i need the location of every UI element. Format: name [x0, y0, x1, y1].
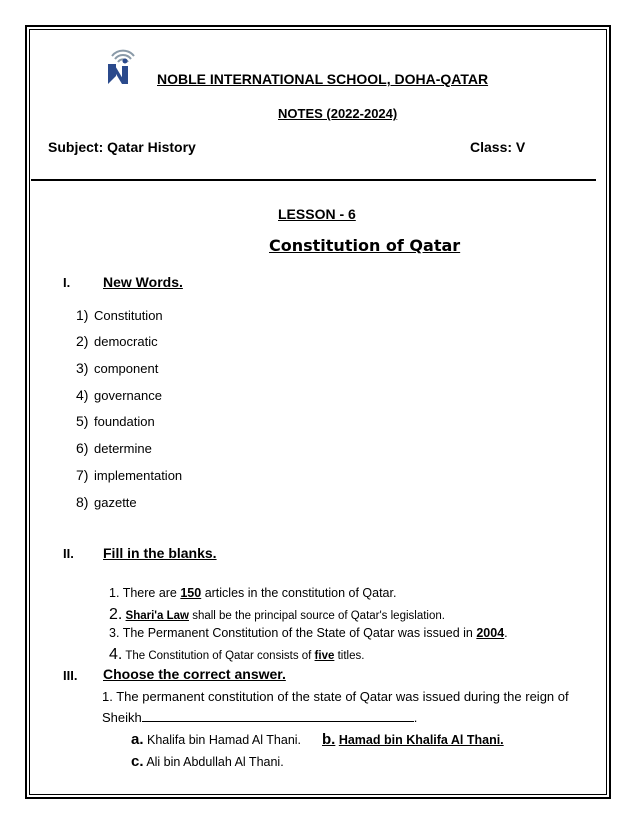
question-text: The permanent constitution of the state of Qatar was issued during the reign of Sheikh: [102, 689, 569, 725]
mcq-question: [102, 686, 602, 728]
word-item: [76, 413, 155, 429]
section-2-title: Fill in the blanks.: [103, 545, 217, 561]
blank-item: [109, 626, 508, 640]
school-logo-icon: [104, 44, 138, 86]
word-number: 4): [76, 387, 89, 403]
section-3-title: Choose the correct answer.: [103, 666, 286, 682]
lesson-label: LESSON - 6: [278, 206, 356, 222]
word-item: [76, 440, 152, 456]
blank-item: [109, 586, 396, 600]
word-item: [76, 387, 162, 403]
option-b: [322, 731, 504, 748]
word-number: 6): [76, 440, 89, 456]
option-text: Khalifa bin Hamad Al Thani.: [147, 733, 302, 747]
option-letter: c.: [131, 753, 144, 770]
word-item: [76, 467, 182, 483]
section-2-numeral: II.: [63, 546, 74, 561]
section-3-numeral: III.: [63, 668, 78, 683]
word-number: 7): [76, 467, 89, 483]
notes-heading: NOTES (2022-2024): [278, 106, 398, 121]
answer-text: 150: [180, 586, 202, 600]
item-text-before: There are: [122, 586, 181, 600]
word-text: governance: [94, 388, 162, 403]
word-text: implementation: [94, 468, 183, 483]
word-text: foundation: [94, 414, 155, 429]
word-item: [76, 333, 158, 349]
option-c: [131, 753, 284, 770]
word-number: 5): [76, 413, 89, 429]
subject-label: Subject: Qatar History: [48, 139, 196, 155]
word-text: democratic: [94, 334, 158, 349]
blank-item: [109, 646, 364, 664]
word-item: [76, 360, 158, 376]
word-text: determine: [94, 441, 152, 456]
item-text-after: articles in the constitution of Qatar.: [201, 586, 397, 600]
school-name: NOBLE INTERNATIONAL SCHOOL, DOHA-QATAR: [157, 71, 489, 87]
answer-text: 2004: [476, 626, 505, 640]
item-number: 4.: [109, 646, 123, 663]
item-number: 2.: [109, 606, 123, 623]
word-number: 3): [76, 360, 89, 376]
word-number: 2): [76, 333, 89, 349]
word-text: Constitution: [94, 308, 163, 323]
option-letter: a.: [131, 731, 144, 748]
word-item: [76, 494, 137, 510]
header-divider: [31, 179, 596, 181]
answer-text: five: [314, 650, 335, 662]
item-text-after: .: [504, 626, 508, 640]
option-a: [131, 731, 301, 748]
word-text: component: [94, 361, 159, 376]
section-1-numeral: I.: [63, 275, 71, 290]
word-item: [76, 307, 163, 323]
class-label: Class: V: [470, 139, 526, 155]
question-end: .: [413, 710, 418, 725]
question-number: 1.: [102, 689, 113, 704]
item-text-before: The Permanent Constitution of the State of Qatar was issued in: [122, 626, 477, 640]
section-1-title: New Words.: [103, 274, 183, 290]
answer-text: Shari'a Law: [125, 610, 189, 622]
item-number: 1.: [109, 586, 120, 600]
item-number: 3.: [109, 626, 120, 640]
word-text: gazette: [94, 495, 137, 510]
item-text-after: titles.: [334, 650, 365, 662]
item-text-after: shall be the principal source of Qatar's legislation.: [189, 610, 445, 622]
option-letter: b.: [322, 731, 336, 748]
option-text: Hamad bin Khalifa Al Thani.: [338, 733, 504, 747]
blank-item: [109, 606, 445, 624]
word-number: 8): [76, 494, 89, 510]
lesson-title: Constitution of Qatar: [269, 236, 461, 255]
word-number: 1): [76, 307, 89, 323]
option-text: Ali bin Abdullah Al Thani.: [146, 755, 284, 769]
item-text-before: The Constitution of Qatar consists of: [125, 650, 315, 662]
answer-blank: [142, 708, 414, 722]
